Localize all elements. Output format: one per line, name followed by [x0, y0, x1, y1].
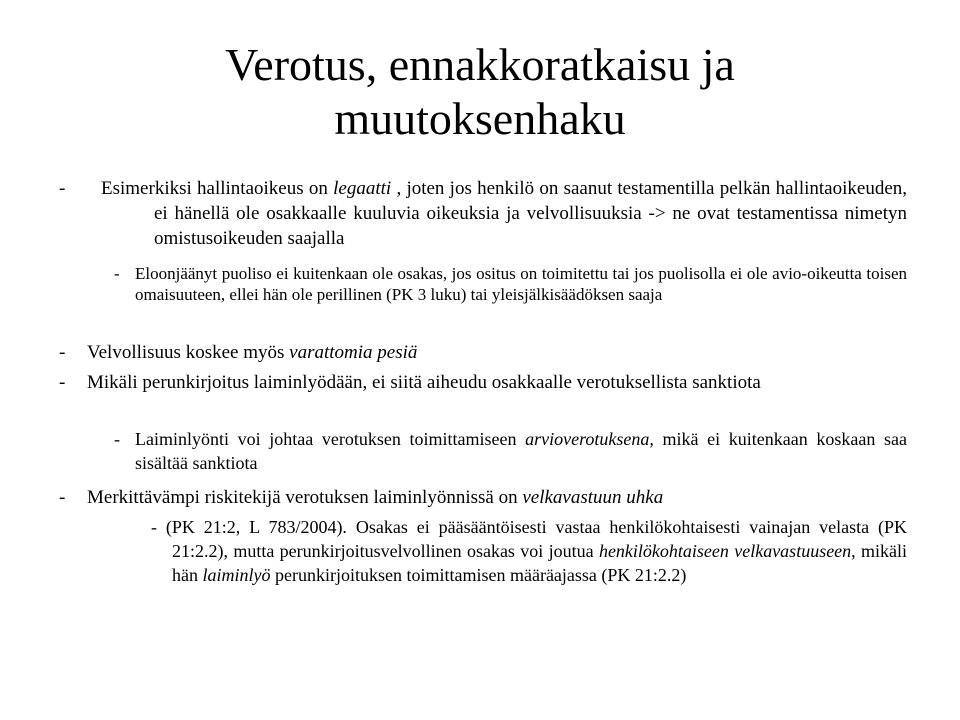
subbullet-arvioverotus — [114, 427, 907, 475]
slide-title — [100, 38, 860, 146]
bullet-marker: - — [59, 178, 66, 199]
subbullet-text: Eloonjäänyt puoliso ei kuitenkaan ole osakas, jos ositus on toimitettu tai jos puolisolla ei ole avio-oikeutta toisen omaisuuteen, ellei hän ole perillinen (PK 3 luku) tai yleisjälkisäädöksen saaja — [135, 264, 907, 304]
bullet-legaatti — [59, 176, 907, 251]
bullet-text: Esimerkiksi hallintaoikeus on legaatti , joten jos henkilö on saanut testamentilla pelkän hallintaoikeuden, ei hänellä ole osakkaalle kuuluvia oikeuksia ja velvollisuuksia -> ne ovat testamentissa nimetyn omistusoikeuden saajalla — [101, 178, 908, 249]
bullet-text: Velvollisuus koskee myös varattomia pesiä — [87, 342, 418, 363]
term-laiminlyo: laiminlyö — [202, 565, 271, 585]
bullet-marker: - — [59, 372, 66, 393]
title-line-2: muutoksenhaku — [334, 93, 626, 144]
term-velkavastuun-uhka: velkavastuun uhka — [522, 487, 664, 508]
bullet-marker: - — [59, 342, 66, 363]
title-line-1: Verotus, ennakkoratkaisu ja — [225, 39, 735, 90]
bullet-text: Merkittävämpi riskitekijä verotuksen laiminlyönnissä on velkavastuun uhka — [87, 487, 664, 508]
term-henkilokohtainen-velkavastuu: henkilökohtaiseen velkavastuuseen — [598, 541, 852, 561]
subbullet-marker: - — [114, 429, 120, 449]
bullet-marker: - — [59, 487, 66, 508]
subbullet-marker: - — [151, 517, 166, 537]
subbullet-text: - (PK 21:2, L 783/2004). Osakas ei pääsääntöisesti vastaa henkilökohtaisesti vainajan velasta (PK 21:2.2), mutta perunkirjoitusvelvollinen osakas voi joutua henkilökohtaiseen velkavastuuseen, mikäli hän laiminlyö perunkirjoituksen toimittamisen määräajassa (PK 21:2.2) — [151, 517, 907, 585]
term-legaatti: legaatti — [333, 178, 392, 199]
subbullet-marker: - — [114, 264, 120, 283]
subbullet-eloonjaanyt-puoliso — [114, 263, 907, 305]
bullet-laiminlyonti-sanktio — [59, 370, 907, 395]
bullet-velkavastuu — [59, 485, 907, 510]
term-varattomia-pesia: varattomia pesiä — [289, 342, 418, 363]
bullet-varattomat-pesat — [59, 340, 907, 365]
term-arvioverotuksena: arvioverotuksena, — [525, 429, 654, 449]
subbullet-text: Laiminlyönti voi johtaa verotuksen toimittamiseen arvioverotuksena, mikä ei kuitenkaan koskaan saa sisältää sanktiota — [135, 429, 907, 473]
bullet-text: Mikäli perunkirjoitus laiminlyödään, ei siitä aiheudu osakkaalle verotuksellista sanktiota — [87, 372, 761, 393]
subbullet-henkilokohtainen-velkavastuu — [151, 515, 907, 587]
